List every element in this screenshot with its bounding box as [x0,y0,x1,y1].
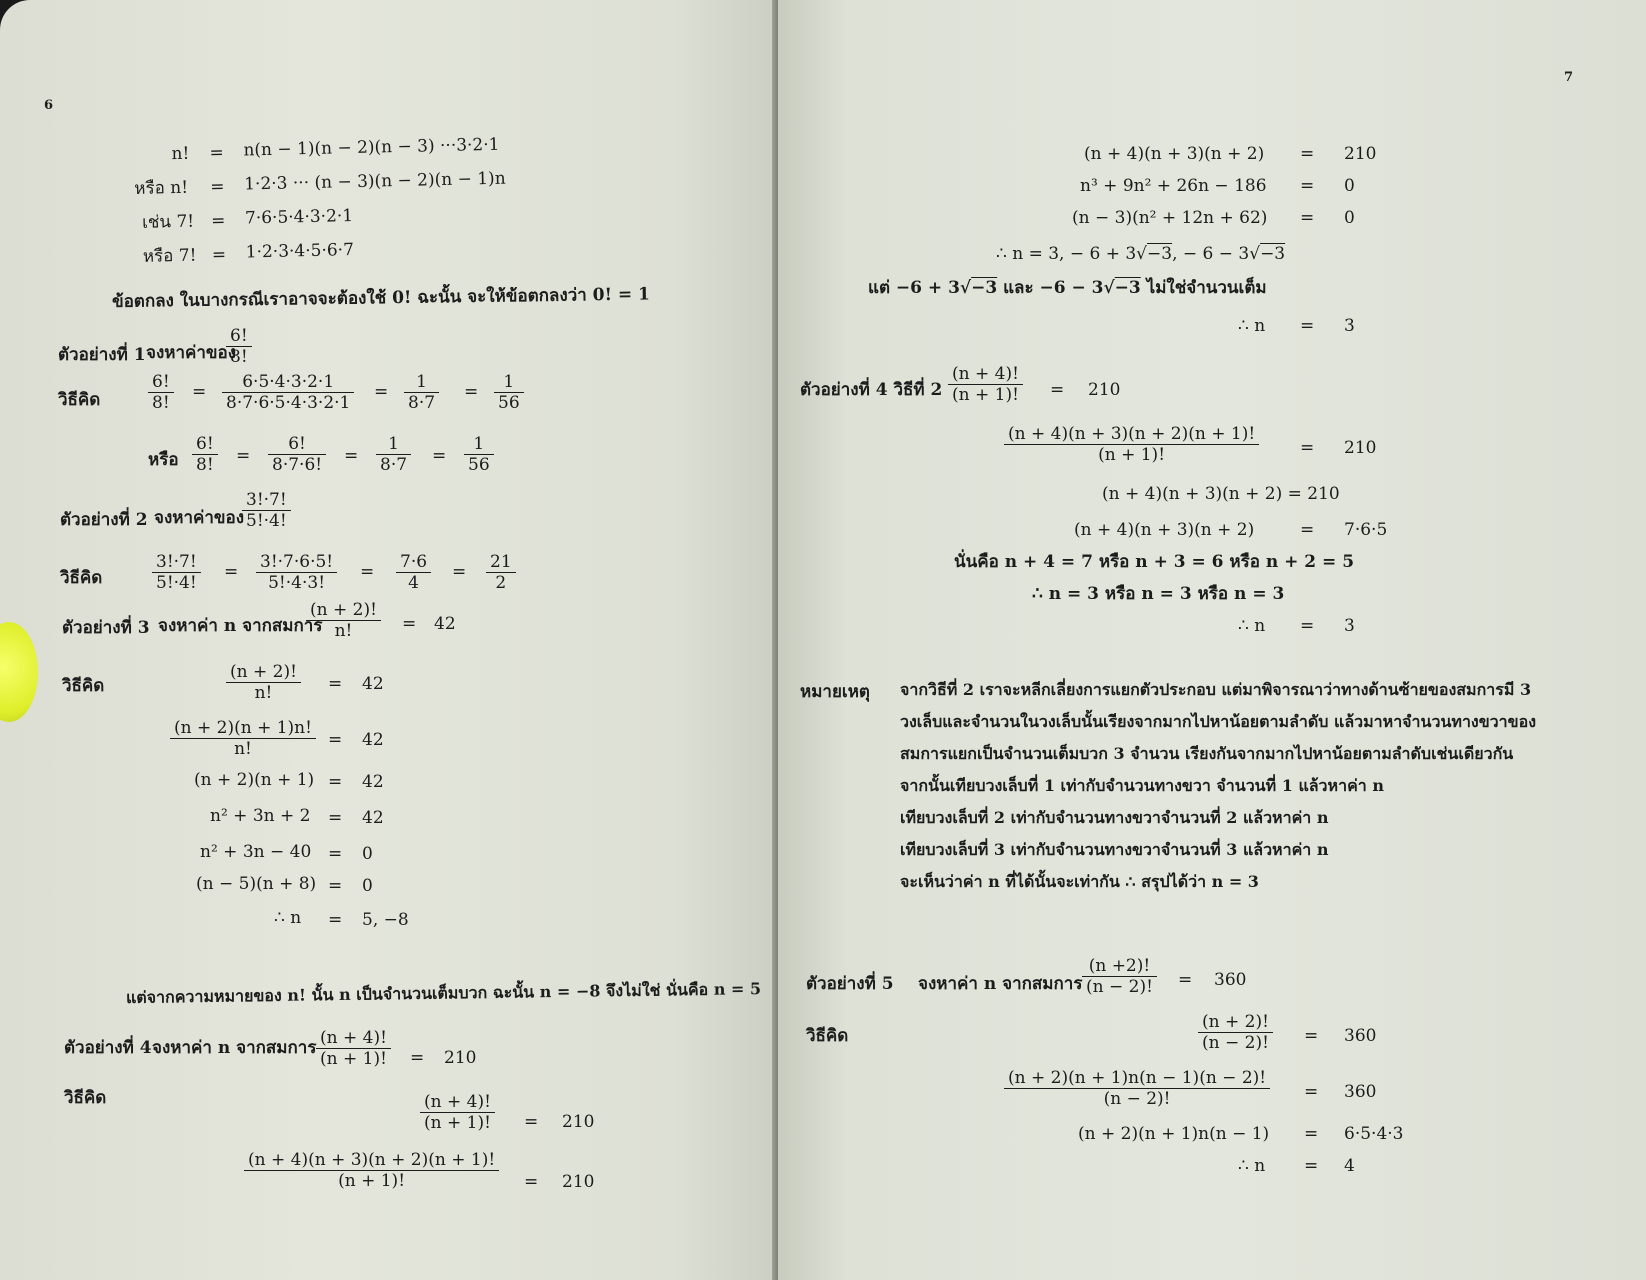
denominator: 8! [196,455,214,475]
page-number-left: 6 [44,98,54,113]
fraction [464,434,494,475]
numerator: (n +2)! [1082,956,1157,977]
fraction [404,372,439,413]
example-4-prompt: จงหาค่า n จากสมการ [152,1038,317,1058]
example-5-rhs: 360 [1214,970,1247,990]
step-lhs: (n − 5)(n + 8) [196,874,317,894]
eq-sign: = [1304,1156,1319,1176]
numerator: 6! [226,326,252,347]
eq-sign: = [374,382,389,402]
note-line: วงเล็บและจำนวนในวงเล็บนั้นเรียงจากมากไปหาน้อยตามลำดับ แล้วมาหาจำนวนทางขวาของ [900,712,1536,731]
denominator: 5!·4! [246,511,287,531]
numerator: 1 [494,372,524,393]
eq-sign: = [328,674,343,694]
fraction [192,434,218,475]
eq-sign: = [344,446,359,466]
left-page [0,0,792,1280]
fraction [420,1092,495,1133]
eq-sign: = [1050,380,1065,400]
result-rhs: 3 [1344,316,1355,336]
numerator: (n + 4)! [420,1092,495,1113]
denominator: (n + 1)! [320,1049,387,1069]
numerator: 6·5·4·3·2·1 [222,372,354,393]
eq-sign: = [236,446,251,466]
example-1-fraction [226,326,252,367]
example-5-rhs-product: 6·5·4·3 [1344,1124,1404,1144]
step-lhs: ∴ n [274,908,302,928]
numerator: (n + 2)! [226,662,301,683]
numerator: (n + 4)(n + 3)(n + 2)(n + 1)! [1004,424,1259,445]
denominator: 56 [498,393,520,413]
step-lhs: n² + 3n + 2 [210,806,311,826]
page-number-right: 7 [1564,70,1574,85]
example-5-prompt: จงหาค่า n จากสมการ [918,974,1083,994]
example-4-fraction [316,1028,391,1069]
denominator: 8·7·6·5·4·3·2·1 [226,393,351,413]
eq-sign: = [210,176,225,198]
denominator: n! [334,621,353,641]
method-label: วิธีคิด [62,676,105,696]
note-label: หมายเหตุ [800,682,870,702]
eq-sign: = [1178,970,1193,990]
text-part: แต่ −6 + 3√ [868,278,972,298]
eq-sign: = [209,142,225,164]
method-2-n-values: ∴ n = 3 หรือ n = 3 หรือ n = 3 [1032,584,1285,604]
numerator: 3!·7! [242,490,291,511]
note-line: เทียบวงเล็บที่ 2 เท่ากับจำนวนทางขวาจำนวนที่ 2 แล้วหาค่า n [900,808,1329,827]
denominator: 8! [152,393,170,413]
example-3-rhs: 42 [434,614,456,634]
result-rhs: 4 [1344,1156,1355,1176]
eq-sign: = [210,210,226,232]
denominator: 5!·4! [156,573,197,593]
def-rhs: 1·2·3 ··· (n − 3)(n − 2)(n − 1)n [244,168,506,195]
denominator: (n + 1)! [424,1113,491,1133]
example-3-label: ตัวอย่างที่ 3 [62,618,150,638]
agreement-text: ข้อตกลง ในบางกรณีเราอาจจะต้องใช้ 0! ฉะนั้น จะให้ข้อตกลงว่า 0! = 1 [111,284,651,312]
numerator: 7·6 [396,552,431,573]
result-lhs: ∴ n [1238,1156,1266,1176]
denominator: 8·7·6! [272,455,323,475]
example-3-fraction [306,600,381,641]
denominator: (n − 2)! [1202,1033,1269,1053]
example-2-label: ตัวอย่างที่ 2 [60,510,148,530]
roots-mid: , − 6 − 3√ [1172,244,1261,264]
denominator: 4 [408,573,419,593]
method-2-line: (n + 4)(n + 3)(n + 2) = 210 [1102,484,1340,504]
def-label: หรือ n! [134,177,189,199]
numerator: (n + 4)! [316,1028,391,1049]
radicand: −3 [1260,244,1286,264]
def-rhs: 7·6·5·4·3·2·1 [244,206,354,229]
fraction [396,552,431,593]
denominator: (n + 1)! [338,1171,406,1191]
eq-sign: = [192,382,207,402]
rhs-value: 210 [562,1112,595,1132]
not-integer-line [868,278,1267,298]
note-line: จากวิธีที่ 2 เราจะหลีกเลี่ยงการแยกตัวประกอบ แต่มาพิจารณาว่าทางด้านซ้ายของสมการมี 3 [900,680,1532,699]
numerator: (n + 4)! [948,364,1023,385]
step-lhs: n² + 3n − 40 [200,842,312,862]
fraction [148,372,174,413]
example-1-label: ตัวอย่างที่ 1 [58,345,146,365]
eq-sign: = [1300,144,1315,164]
eq-sign: = [452,562,467,582]
method-label: วิธีคิด [806,1026,849,1046]
example-2-fraction [242,490,291,531]
example-3-prompt: จงหาค่า n จากสมการ [158,616,323,636]
text-part: ไม่ใช่จำนวนเต็ม [1140,278,1267,298]
eq-sign: = [524,1172,539,1192]
text-part: และ −6 − 3√ [997,278,1115,298]
numerator: 3!·7! [152,552,201,573]
yellow-sticker [0,622,38,722]
fraction [244,1150,499,1191]
eq-sign: = [432,446,447,466]
fraction [376,434,411,475]
def-rhs: 1·2·3·4·5·6·7 [245,240,355,263]
denominator: 5!·4·3! [268,573,326,593]
eq-sign: = [328,910,343,930]
denominator: (n + 1)! [952,385,1019,405]
cont-lhs: n³ + 9n² + 26n − 186 [1080,176,1267,196]
fraction [222,372,354,413]
rhs-value: 210 [1344,438,1377,458]
rhs-value: 360 [1344,1082,1377,1102]
denominator: 56 [468,455,490,475]
step-rhs: 0 [362,844,373,864]
denominator: 2 [495,573,507,593]
denominator: n! [234,739,252,759]
radicand: −3 [1147,244,1173,264]
eq-sign: = [328,844,343,864]
roots-line [996,244,1285,264]
denominator: 8! [230,347,248,367]
fraction [1198,1012,1273,1053]
step-rhs: 42 [362,808,384,828]
rhs-value: 210 [1088,380,1121,400]
method-2-rhs: 7·6·5 [1344,520,1388,540]
eq-sign: = [328,876,343,896]
eq-sign: = [1300,616,1315,636]
example-4-method-2-fraction [948,364,1023,405]
eq-sign: = [402,614,417,634]
numerator: (n + 2)(n + 1)n(n − 1)(n − 2)! [1004,1068,1270,1089]
eq-sign: = [328,730,343,750]
denominator: n! [254,683,273,703]
numerator: (n + 2)! [306,600,381,621]
example-5-label: ตัวอย่างที่ 5 [806,974,894,994]
step-lhs: (n + 2)(n + 1) [194,770,315,790]
fraction [226,662,301,703]
rhs-value: 42 [362,730,384,750]
cont-lhs: (n + 4)(n + 3)(n + 2) [1084,144,1265,164]
eq-sign: = [211,244,227,266]
example-4-method-2-label: ตัวอย่างที่ 4 วิธีที่ 2 [800,380,943,400]
note-line: สมการแยกเป็นจำนวนเต็มบวก 3 จำนวน เรียงกันจากมากไปหาน้อยตามลำดับเช่นเดียวกัน [900,744,1514,763]
numerator: (n + 2)! [1198,1012,1273,1033]
eq-sign: = [360,562,375,582]
numerator: 1 [376,434,411,455]
numerator: 6! [148,372,174,393]
denominator: 8·7 [380,455,408,475]
numerator: (n + 2)(n + 1)n! [170,718,316,739]
eq-sign: = [328,772,343,792]
cont-rhs: 0 [1344,176,1355,196]
method-label: วิธีคิด [58,390,101,410]
step-rhs: 5, −8 [362,910,409,930]
example-1-prompt: จงหาค่าของ [146,343,237,363]
numerator: 6! [192,434,218,455]
numerator: (n + 4)(n + 3)(n + 2)(n + 1)! [244,1150,499,1171]
fraction [1004,1068,1270,1109]
denominator: (n − 2)! [1103,1089,1171,1109]
method-2-lhs: (n + 4)(n + 3)(n + 2) [1074,520,1255,540]
eq-sign: = [1304,1124,1319,1144]
note-line: จากนั้นเทียบวงเล็บที่ 1 เท่ากับจำนวนทางขวา จำนวนที่ 1 แล้วหาค่า n [900,776,1384,795]
fraction [494,372,524,413]
step-rhs: 42 [362,772,384,792]
denominator: 8·7 [408,393,436,413]
method-label: วิธีคิด [64,1088,107,1108]
eq-sign: = [1304,1082,1319,1102]
eq-sign: = [524,1112,539,1132]
result-lhs: ∴ n [1238,316,1266,336]
denominator: (n + 1)! [1098,445,1166,465]
example-2-prompt: จงหาค่าของ [154,508,245,528]
result-lhs: ∴ n [1238,616,1266,636]
cont-rhs: 0 [1344,208,1355,228]
def-label: เช่น 7! [141,211,195,233]
numerator: 3!·7·6·5! [256,552,337,573]
fraction [256,552,337,593]
def-rhs: n(n − 1)(n − 2)(n − 3) ···3·2·1 [243,134,500,161]
numerator: 1 [464,434,494,455]
eq-sign: = [1300,316,1315,336]
eq-sign: = [224,562,239,582]
rhs-value: 42 [362,674,384,694]
example-4-label: ตัวอย่างที่ 4 [64,1038,152,1058]
eq-sign: = [1300,176,1315,196]
fraction [486,552,516,593]
example-5-lhs: (n + 2)(n + 1)n(n − 1) [1078,1124,1270,1144]
fraction [170,718,316,759]
numerator: 21 [486,552,516,573]
def-label: n! [171,143,190,165]
example-4-rhs: 210 [444,1048,477,1068]
cont-rhs: 210 [1344,144,1377,164]
step-rhs: 0 [362,876,373,896]
denominator: (n − 2)! [1086,977,1153,997]
fraction [1004,424,1259,465]
numerator: 1 [404,372,439,393]
fraction [268,434,326,475]
fraction [152,552,201,593]
def-label: หรือ 7! [142,245,197,267]
example-5-fraction [1082,956,1157,997]
example-3-conclusion: แต่จากความหมายของ n! นั้น n เป็นจำนวนเต็มบวก ฉะนั้น n = −8 จึงไม่ใช่ นั่นคือ n = 5 [125,979,762,1007]
note-line: จะเห็นว่าค่า n ที่ได้นั้นจะเท่ากัน ∴ สรุปได้ว่า n = 3 [900,872,1259,891]
method-2-that-is: นั่นคือ n + 4 = 7 หรือ n + 3 = 6 หรือ n + 2 = 5 [954,552,1355,572]
eq-sign: = [328,808,343,828]
method-label: วิธีคิด [60,568,103,588]
alt-label: หรือ [148,450,179,470]
radicand: −3 [971,278,998,298]
numerator: 6! [268,434,326,455]
eq-sign: = [1300,208,1315,228]
result-rhs: 3 [1344,616,1355,636]
right-page [778,0,1646,1280]
eq-sign: = [464,382,479,402]
eq-sign: = [1300,520,1315,540]
roots-prefix: ∴ n = 3, − 6 + 3√ [996,244,1148,264]
eq-sign: = [1304,1026,1319,1046]
eq-sign: = [410,1048,425,1068]
radicand: −3 [1114,278,1141,298]
rhs-value: 360 [1344,1026,1377,1046]
eq-sign: = [1300,438,1315,458]
note-line: เทียบวงเล็บที่ 3 เท่ากับจำนวนทางขวาจำนวนที่ 3 แล้วหาค่า n [900,840,1329,859]
rhs-value: 210 [562,1172,595,1192]
cont-lhs: (n − 3)(n² + 12n + 62) [1072,208,1268,228]
